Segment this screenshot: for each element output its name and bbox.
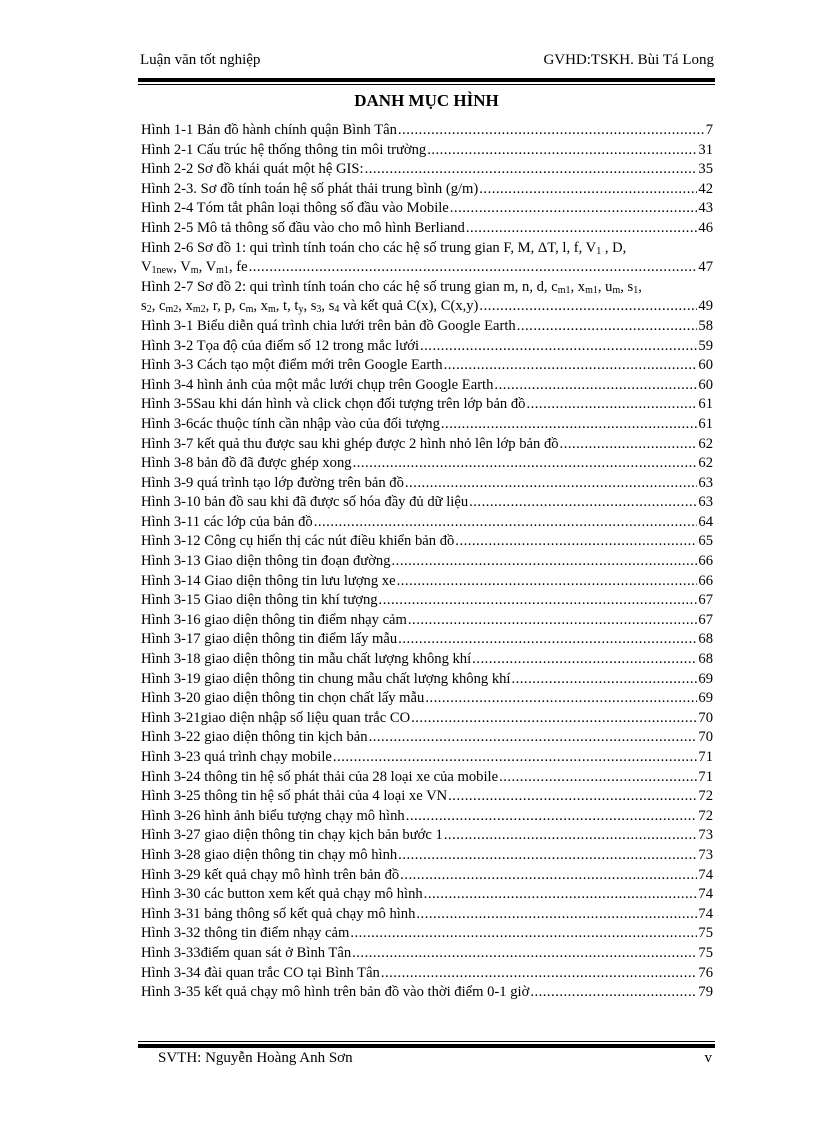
entry-title: Hình 3-2 Tọa độ của điểm số 12 trong mắc lưới: [141, 337, 419, 354]
entry-page: 74: [698, 905, 713, 922]
dot-leader: [427, 141, 697, 161]
entry-page: 59: [698, 337, 713, 354]
entry-title: Hình 3-8 bản đồ đã được ghép xong: [141, 455, 352, 472]
entry-title: Hình 3-24 thông tin hệ số phát thải của 28 loại xe của mobile: [141, 768, 499, 785]
entry-title: Hình 2-5 Mô tả thông số đầu vào cho mô hình Berliand: [141, 219, 465, 236]
list-item-multiline[interactable]: [141, 239, 713, 278]
dot-leader: [398, 121, 705, 141]
entry-title: Hình 3-12 Công cụ hiển thị các nút điều khiển bản đồ: [141, 533, 455, 550]
footer-left: SVTH: Nguyễn Hoàng Anh Sơn: [158, 1050, 353, 1066]
dot-leader: [424, 885, 698, 905]
list-item[interactable]: [141, 866, 713, 886]
entry-page: 76: [698, 964, 713, 981]
dot-leader: [352, 944, 697, 964]
entry-page: 65: [698, 533, 713, 550]
list-item[interactable]: [141, 395, 713, 415]
dot-leader: [479, 297, 697, 317]
entry-title: Hình 2-3. Sơ đồ tính toán hệ số phát thải trung bình (g/m): [141, 180, 479, 197]
dot-leader: [511, 670, 697, 690]
header-rule-thin: [138, 84, 715, 85]
dot-leader: [392, 552, 698, 572]
entry-title: Hình 3-34 đài quan trắc CO tại Bình Tân: [141, 964, 380, 981]
dot-leader: [397, 572, 698, 592]
entry-title: Hình 3-1 Biểu diễn quá trình chia lưới trên bản đồ Google Earth: [141, 317, 516, 334]
page-number: v: [704, 1050, 712, 1066]
list-item[interactable]: [141, 532, 713, 552]
dot-leader: [365, 160, 698, 180]
dot-leader: [466, 219, 698, 239]
entry-title: Hình 3-30 các button xem kết quả chạy mô hình: [141, 886, 423, 903]
entry-title: Hình 1-1 Bản đồ hành chính quận Bình Tân: [141, 122, 397, 138]
entry-title: Hình 3-31 bảng thông số kết quả chạy mô hình: [141, 905, 416, 922]
list-item[interactable]: [141, 180, 713, 200]
entry-title-line1: Hình 2-6 Sơ đồ 1: qui trình tính toán cho các hệ số trung gian F, M, ΔT, l, f, $V_1$ , D,: [141, 239, 627, 257]
dot-leader: [526, 395, 697, 415]
entry-title: Hình 2-2 Sơ đồ khái quát một hệ GIS:: [141, 161, 364, 178]
dot-leader: [249, 258, 698, 278]
dot-leader: [314, 513, 698, 533]
entry-page: 66: [698, 553, 713, 570]
entry-title: Hình 3-11 các lớp của bản đồ: [141, 513, 313, 530]
list-item[interactable]: [141, 630, 713, 650]
header-left: Luận văn tốt nghiệp: [140, 52, 261, 68]
dot-leader: [472, 650, 697, 670]
page-header: [140, 51, 714, 69]
list-item[interactable]: [141, 141, 713, 161]
header-right: GVHD:TSKH. Bùi Tá Long: [543, 52, 714, 68]
dot-leader: [450, 199, 698, 219]
entry-page: 62: [698, 455, 713, 472]
entry-page: 7: [705, 122, 713, 138]
entry-page: 70: [698, 709, 713, 726]
dot-leader: [517, 317, 698, 337]
page-title: DANH MỤC HÌNH: [354, 91, 499, 110]
dot-leader: [350, 924, 697, 944]
entry-title: Hình 3-16 giao diện thông tin điểm nhạy cảm: [141, 611, 407, 628]
list-item[interactable]: [141, 591, 713, 611]
entry-title: Hình 3-17 giao diện thông tin điểm lấy mẫu: [141, 631, 398, 648]
entry-title: Hình 3-27 giao diện thông tin chạy kịch bản bước 1: [141, 827, 443, 844]
entry-page: 79: [698, 984, 713, 1001]
list-item[interactable]: [141, 709, 713, 729]
entry-page: 68: [698, 631, 713, 648]
dot-leader: [353, 454, 698, 474]
dot-leader: [494, 376, 697, 396]
entry-title: Hình 3-21giao diện nhập số liệu quan trắc CO: [141, 709, 411, 726]
list-item[interactable]: [141, 160, 713, 180]
list-item-multiline[interactable]: [141, 278, 713, 317]
entry-page: 74: [698, 866, 713, 883]
entry-title: Hình 3-5Sau khi dán hình và click chọn đối tượng trên lớp bản đồ: [141, 396, 526, 413]
entry-title: Hình 3-33điểm quan sát ở Bình Tân: [141, 944, 352, 961]
list-item[interactable]: [141, 219, 713, 239]
list-item[interactable]: [141, 317, 713, 337]
entry-title: Hình 3-28 giao diện thông tin chạy mô hình: [141, 846, 398, 863]
entry-title: Hình 3-10 bản đồ sau khi đã được số hóa đầy đủ dữ liệu: [141, 494, 469, 511]
footer-rule-thin: [138, 1041, 715, 1042]
entry-page: 64: [698, 513, 713, 530]
entry-page: 63: [698, 494, 713, 511]
entry-page: 71: [698, 749, 713, 765]
dot-leader: [425, 689, 697, 709]
list-item[interactable]: [141, 454, 713, 474]
dot-leader: [405, 474, 698, 494]
dot-leader: [416, 905, 697, 925]
dot-leader: [444, 826, 698, 846]
dot-leader: [441, 415, 698, 435]
entry-title: Hình 2-1 Cấu trúc hệ thống thông tin môi trường: [141, 141, 427, 158]
dot-leader: [400, 866, 697, 886]
entry-title: Hình 3-23 quá trình chạy mobile: [141, 749, 332, 765]
list-item[interactable]: [141, 846, 713, 866]
list-item[interactable]: [141, 513, 713, 533]
list-item[interactable]: [141, 807, 713, 827]
entry-title: Hình 3-26 hình ảnh biểu tượng chạy mô hình: [141, 807, 405, 824]
dot-leader: [530, 983, 697, 1003]
entry-title: Hình 3-35 kết quả chạy mô hình trên bản đồ vào thời điểm 0-1 giờ: [141, 984, 530, 1001]
entry-page: 62: [698, 435, 713, 452]
list-item[interactable]: [141, 728, 713, 748]
entry-page: 46: [698, 219, 713, 236]
entry-page: 67: [698, 592, 713, 609]
entry-title: Hình 3-14 Giao diện thông tin lưu lượng xe: [141, 572, 396, 589]
list-item[interactable]: [141, 650, 713, 670]
figure-list: [141, 121, 713, 1003]
list-item[interactable]: [141, 474, 713, 494]
entry-title: Hình 3-6các thuộc tính cần nhập vào của đối tượng: [141, 415, 440, 432]
entry-title: Hình 3-20 giao diện thông tin chọn chất lấy mẫu: [141, 690, 425, 707]
dot-leader: [444, 356, 698, 376]
list-item[interactable]: [141, 552, 713, 572]
entry-title: Hình 2-4 Tóm tắt phân loại thông số đầu vào Mobile: [141, 200, 449, 217]
list-item[interactable]: [141, 768, 713, 788]
entry-page: 42: [698, 180, 713, 197]
list-item[interactable]: [141, 748, 713, 768]
dot-leader: [406, 807, 698, 827]
entry-title: Hình 3-15 Giao diện thông tin khí tượng: [141, 592, 378, 609]
dot-leader: [398, 630, 697, 650]
entry-title-line2: $s_2$, $c_{m2}$, $x_{m2}$, r, p, $c_m$, $x_m$, t, $t_y$, $s_3$, $s_4$ và kết quả C(x), C(x,y) ..... 49: [141, 297, 713, 317]
dot-leader: [479, 180, 697, 200]
entry-page: 61: [698, 415, 713, 432]
dot-leader: [455, 532, 697, 552]
page-footer: [158, 1049, 712, 1067]
entry-title: Hình 3-19 giao diện thông tin chung mẫu chất lượng không khí: [141, 670, 511, 687]
entry-page: 31: [698, 141, 713, 158]
entry-title: Hình 3-13 Giao diện thông tin đoạn đường: [141, 553, 391, 570]
dot-leader: [560, 435, 698, 455]
entry-title: Hình 3-22 giao diện thông tin kịch bản: [141, 729, 368, 746]
entry-page: 75: [698, 925, 713, 942]
entry-page: 73: [698, 827, 713, 844]
list-item[interactable]: [141, 983, 713, 1003]
entry-title: Hình 3-3 Cách tạo một điểm mới trên Google Earth: [141, 357, 443, 374]
entry-page: 47: [698, 259, 713, 276]
list-item[interactable]: [141, 493, 713, 513]
entry-title: Hình 3-9 quá trình tạo lớp đường trên bản đồ: [141, 474, 404, 491]
list-item[interactable]: [141, 356, 713, 376]
entry-title-line2: $V_{1new}$, $V_m$, $V_{m1}$, fe ..... 47: [141, 258, 713, 278]
entry-page: 49: [698, 298, 713, 315]
dot-leader: [408, 611, 698, 631]
entry-page: 43: [698, 200, 713, 217]
entry-title-line1: Hình 2-7 Sơ đồ 2: qui trình tính toán cho các hệ số trung gian m, n, d, $c_{m1}$, $x_{m1}$, $u_m$, $s_1$,: [141, 278, 642, 296]
dot-leader: [420, 337, 697, 357]
entry-page: 74: [698, 886, 713, 903]
list-item[interactable]: [141, 199, 713, 219]
entry-page: 35: [698, 161, 713, 178]
list-item[interactable]: [141, 670, 713, 690]
entry-page: 60: [698, 357, 713, 374]
entry-title: Hình 3-7 kết quả thu được sau khi ghép được 2 hình nhỏ lên lớp bản đồ: [141, 435, 559, 452]
dot-leader: [448, 787, 697, 807]
entry-page: 71: [698, 768, 713, 785]
entry-page: 72: [698, 788, 713, 805]
entry-page: 69: [698, 670, 713, 687]
dot-leader: [381, 964, 698, 984]
entry-page: 58: [698, 317, 713, 334]
entry-title: Hình 3-18 giao diện thông tin mẫu chất lượng không khí: [141, 651, 472, 668]
entry-page: 66: [698, 572, 713, 589]
list-item[interactable]: [141, 787, 713, 807]
list-item[interactable]: [141, 924, 713, 944]
list-item[interactable]: [141, 689, 713, 709]
entry-page: 63: [698, 474, 713, 491]
list-item[interactable]: [141, 376, 713, 396]
dot-leader: [379, 591, 698, 611]
entry-page: 70: [698, 729, 713, 746]
dot-leader: [499, 768, 697, 788]
entry-title: Hình 3-25 thông tin hệ số phát thải của 4 loại xe VN: [141, 788, 448, 805]
entry-page: 61: [698, 396, 713, 413]
list-item[interactable]: [141, 572, 713, 592]
dot-leader: [469, 493, 697, 513]
dot-leader: [333, 748, 698, 768]
footer-rule: [138, 1044, 715, 1048]
entry-page: 68: [698, 651, 713, 668]
entry-title: Hình 3-4 hình ảnh của một mắc lưới chụp trên Google Earth: [141, 376, 494, 393]
list-item[interactable]: [141, 337, 713, 357]
dot-leader: [369, 728, 698, 748]
entry-title: Hình 3-32 thông tin điểm nhạy cảm: [141, 925, 350, 942]
list-item[interactable]: [141, 121, 713, 141]
list-item[interactable]: [141, 964, 713, 984]
entry-page: 72: [698, 807, 713, 824]
list-item[interactable]: [141, 885, 713, 905]
list-item[interactable]: [141, 944, 713, 964]
list-item[interactable]: [141, 415, 713, 435]
list-item[interactable]: [141, 611, 713, 631]
dot-leader: [398, 846, 697, 866]
entry-page: 60: [698, 376, 713, 393]
entry-title: Hình 3-29 kết quả chạy mô hình trên bản đồ: [141, 866, 400, 883]
entry-page: 67: [698, 611, 713, 628]
header-rule: [138, 78, 715, 82]
list-item[interactable]: [141, 826, 713, 846]
list-item[interactable]: [141, 435, 713, 455]
entry-page: 73: [698, 846, 713, 863]
dot-leader: [411, 709, 697, 729]
list-item[interactable]: [141, 905, 713, 925]
entry-page: 69: [698, 690, 713, 707]
entry-page: 75: [698, 944, 713, 961]
